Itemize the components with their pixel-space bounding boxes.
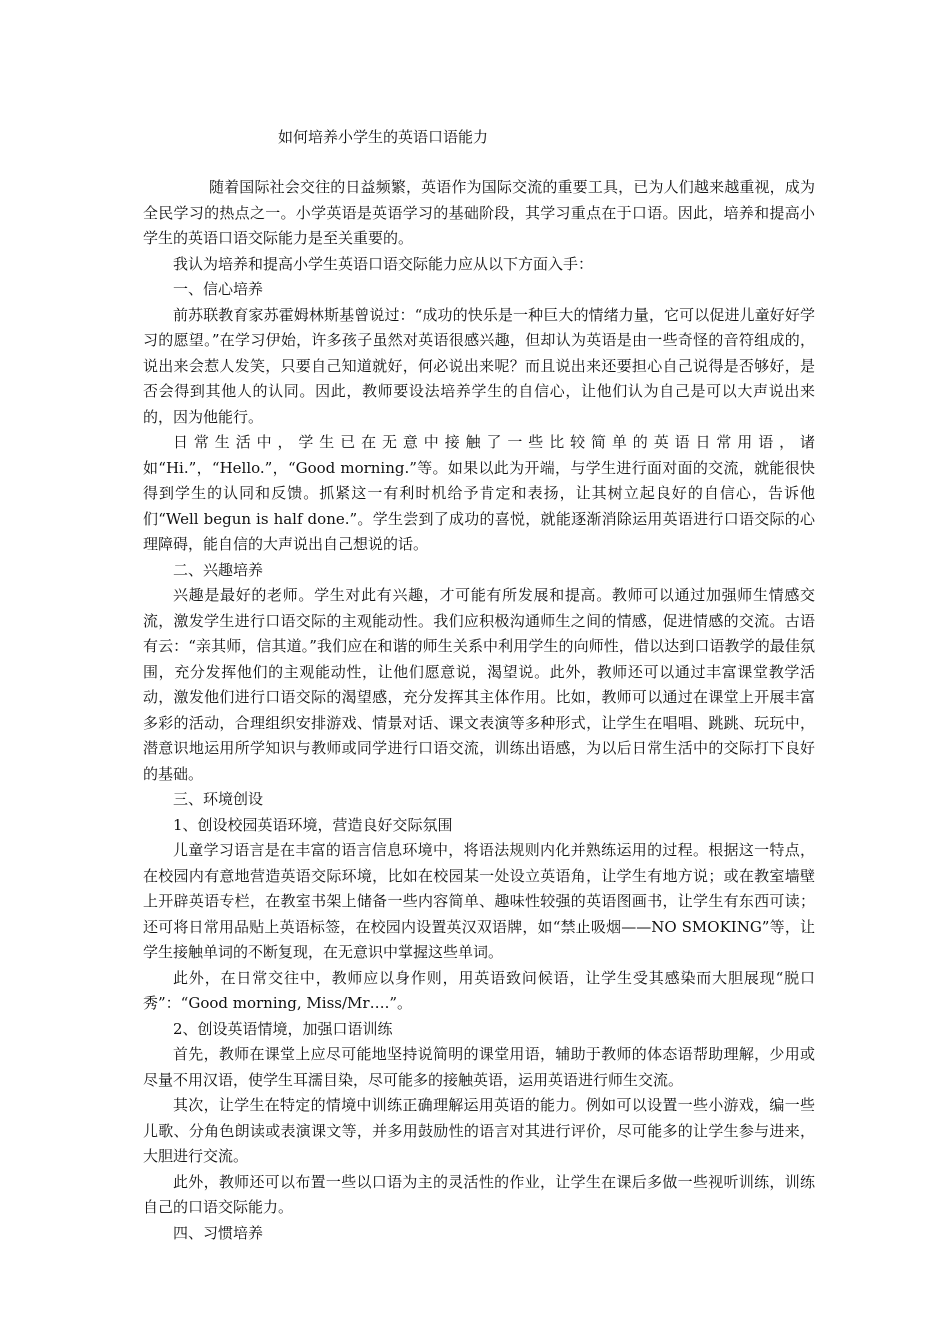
body-paragraph: 其次，让学生在特定的情境中训练正确理解运用英语的能力。例如可以设置一些小游戏，编一些儿歌、分角色朗读或表演课文等，并多用鼓励性的语言对其进行评价，尽可能多的让学生参与进来，大胆进行交流。	[143, 1096, 815, 1165]
document-body	[143, 175, 815, 1246]
section-heading-confidence: 一、信心培养	[173, 280, 264, 298]
section-heading-habit: 四、习惯培养	[173, 1223, 264, 1242]
body-paragraph: 儿童学习语言是在丰富的语言信息环境中，将语法规则内化并熟练运用的过程。根据这一特点，在校园内有意地营造英语交际环境，比如在校园某一处设立英语角，让学生有地方说；或在教室墙壁上开辟英语专栏，在教室书架上储备一些内容简单、趣味性较强的英语图画书，让学生有东西可读；还可将日常用品贴上英语标签，在校园内设置英汉双语牌，如“禁止吸烟——NO SMOKING”等，让学生接触单词的不断复现，在无意识中掌握这些单词。	[143, 841, 815, 961]
body-paragraph: 日常生活中，学生已在无意中接触了一些比较简单的英语日常用语，诸如“Hi.”，“Hello.”，“Good morning.”等。如果以此为开端，与学生进行面对面的交流，就能很快得到学生的认同和反馈。抓紧这一有利时机给予肯定和表扬，让其树立起良好的自信心，告诉他们“Well begun is half done.”。学生尝到了成功的喜悦，就能逐渐消除运用英语进行口语交际的心理障碍，能自信的大声说出自己想说的话。	[143, 433, 815, 553]
document-title: 如何培养小学生的英语口语能力	[278, 128, 489, 146]
subsection-heading-campus: 1、创设校园英语环境，营造良好交际氛围	[173, 815, 453, 834]
intro-paragraph: 随着国际社会交往的日益频繁，英语作为国际交流的重要工具，已为人们越来越重视，成为全民学习的热点之一。小学英语是英语学习的基础阶段，其学习重点在于口语。因此，培养和提高小学生的英语口语交际能力是至关重要的。	[143, 178, 815, 247]
section-heading-environment: 三、环境创设	[173, 790, 264, 808]
body-paragraph: 前苏联教育家苏霍姆林斯基曾说过：“成功的快乐是一种巨大的情绪力量，它可以促进儿童好好学习的愿望。”在学习伊始，许多孩子虽然对英语很感兴趣，但却认为英语是由一些奇怪的音符组成的，说出来会惹人发笑，只要自己知道就好，何必说出来呢？而且说出来还要担心自己说得是否够好，是否会得到其他人的认同。因此，教师要设法培养学生的自信心，让他们认为自己是可以大声说出来的，因为他能行。	[143, 305, 815, 426]
approach-paragraph: 我认为培养和提高小学生英语口语交际能力应从以下方面入手：	[173, 254, 594, 273]
body-paragraph: 兴趣是最好的老师。学生对此有兴趣，才可能有所发展和提高。教师可以通过加强师生情感交流，激发学生进行口语交际的主观能动性。我们应积极沟通师生之间的情感，促进情感的交流。古语有云：“亲其师，信其道。”我们应在和谐的师生关系中利用学生的向师性，借以达到口语教学的最佳氛围，充分发挥他们的主观能动性，让他们愿意说，渴望说。此外，教师还可以通过丰富课堂教学活动，激发他们进行口语交际的渴望感，充分发挥其主体作用。比如，教师可以通过在课堂上开展丰富多彩的活动，合理组织安排游戏、情景对话、课文表演等多种形式，让学生在唱唱、跳跳、玩玩中，潜意识地运用所学知识与教师或同学进行口语交流，训练出语感，为以后日常生活中的交际打下良好的基础。	[143, 586, 815, 783]
body-paragraph: 此外，在日常交往中，教师应以身作则，用英语致问候语，让学生受其感染而大胆展现“脱口秀”：“Good morning, Miss/Mr….”。	[143, 968, 815, 1012]
body-paragraph: 此外，教师还可以布置一些以口语为主的灵活性的作业，让学生在课后多做一些视听训练，训练自己的口语交际能力。	[143, 1172, 815, 1216]
section-heading-interest: 二、兴趣培养	[173, 560, 264, 579]
subsection-heading-situation: 2、创设英语情境，加强口语训练	[173, 1019, 393, 1038]
body-paragraph: 首先，教师在课堂上应尽可能地坚持说简明的课堂用语，辅助于教师的体态语帮助理解，少用或尽量不用汉语，使学生耳濡目染，尽可能多的接触英语，运用英语进行师生交流。	[143, 1045, 815, 1089]
